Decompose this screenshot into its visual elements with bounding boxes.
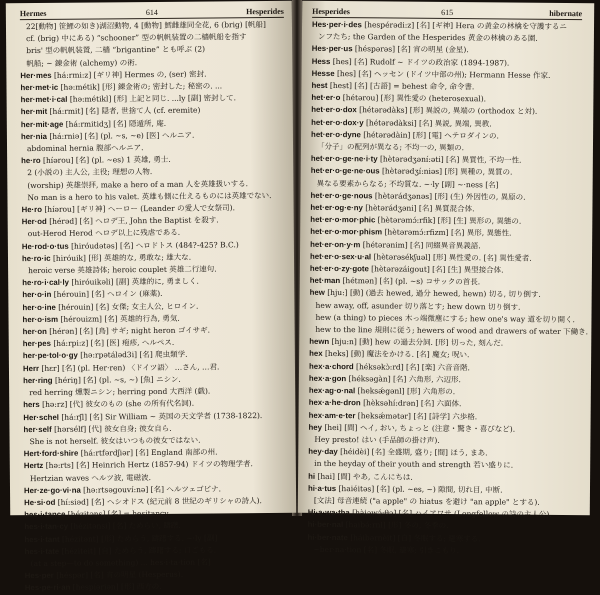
entry-continuation: hew (a thing) to pieces 木っ端微塵にする; hew one's way 道を切り開く. <box>315 312 575 325</box>
entry-headword: het·er·o·dox·y <box>311 117 364 127</box>
entry-headword: her·pes <box>22 339 51 349</box>
entry-continuation: cf. (brig) 中にある) “schooner” 型の帆帆装置の二檣帆船を指す <box>26 32 247 44</box>
dictionary-entry: Hes·per [héspər] [名] 宵の明星 (Hesperus). <box>24 569 184 581</box>
entry-headword: het·er·o·zy·gote <box>309 263 369 274</box>
entry-headword: he·ro <box>21 156 41 166</box>
entry-headword: hes·i·tan·cy <box>24 522 69 532</box>
dictionary-entry: Her·od [hérəd] [名] ヘロデ王, John the Baptist を殺す. <box>21 215 219 227</box>
dictionary-entry: Hi·a·wa·tha [hàiəwɔ́:θə] [名] ハイアワサ (Longfellow の詩の主人公). <box>307 507 552 520</box>
dictionary-entry: het·er·o·dox·y [hétərədàksi] [名] 異説, 異端, 異教. <box>311 117 492 129</box>
left-page-body <box>20 19 288 593</box>
entry-headword: Herr <box>22 363 40 373</box>
dictionary-entry: her·o·in [hérouin] [名] ヘロイン (麻薬). <box>22 289 163 300</box>
right-page-number: 615 <box>441 7 454 18</box>
entry-continuation: (at a step—to do something) ... hes·i·ta·tion [名] <box>30 557 211 568</box>
dictionary-entry: het·er·o·sex·u·al [hètərəsékʃuəl] [形] 異性愛の. [名] 異性愛者. <box>309 251 532 263</box>
entry-continuation: 「分子」の配列が異なる; 不均一の, 異類の. <box>316 141 465 153</box>
dictionary-entry: Hes·per·us [héspərəs] [名] 宵の明星 (金星). <box>311 44 469 55</box>
dictionary-entry: He·ro [híərou] [ギリ神] ヘーロー (Leander の愛人で女祭司). <box>21 203 235 215</box>
entry-headword: hex <box>309 349 323 359</box>
entry-headword: het·er·o·mor·phic <box>310 215 376 225</box>
entry-headword: her·o·ine <box>22 302 56 312</box>
dictionary-entry: Hesse [hes] [名] ヘッセン (ドイツ中部の州); Hermann Hesse 作家. <box>311 68 551 80</box>
dictionary-entry: her·mit [há:rmit] [名] 隠者, 世捨て人 (cf. eremite) <box>20 105 201 117</box>
entry-headword: her·met·i·cal <box>20 94 68 105</box>
dictionary-entry: Her·mes [há:rmi:z] [ギリ神] Hermes の, (ser) 密封. <box>20 69 207 80</box>
entry-headword: hes·i·tate <box>24 546 60 556</box>
dictionary-entry: hewn [hju:n] [動] hew の過去分詞. [形] 切った, 刻んだ. <box>309 337 504 348</box>
entry-headword: hey <box>308 422 322 432</box>
entry-headword: hi·ber·nal <box>307 520 344 530</box>
entry-continuation: ~ber·na·tion [名] 冬眠, 避寒; 引きこもり. <box>313 544 460 555</box>
entry-continuation: in the heyday of their youth and strength 若い盛りに. <box>314 459 514 470</box>
entry-headword: hes·i·tant <box>24 534 60 544</box>
dictionary-entry: Her·schel [há:rʃl] [名] Sir William ~ 英国の天文学者 (1738-1822). <box>23 410 263 422</box>
entry-headword: hi·a·tus <box>307 483 337 493</box>
dictionary-entry: her·pes [há:rpi:z] [名] [医] 疱疹, ヘルペス. <box>22 338 175 349</box>
entry-headword: hex·a·gon <box>308 373 347 384</box>
dictionary-entry: het·man [hétmən] [名] (pl. ~s) コサックの首長. <box>309 276 481 287</box>
entry-headword: hi·ber·nate <box>307 532 348 542</box>
dictionary-entry: her·met·i·cal [hə:métikl] [形] 上記と同じ. ...ly [副] 密封して. <box>20 93 237 105</box>
dictionary-entry: Hert·ford·shire [há:rtfərdʃiər] [名] England 南部の州. <box>23 447 218 459</box>
dictionary-entry: hex·a·gon [héksəgàn] [名] 六角形, 六辺形. <box>308 373 461 385</box>
entry-headword: hers <box>23 400 40 410</box>
entry-headword: He·si·od <box>24 497 56 508</box>
entry-headword: Hi·a·wa·tha <box>307 507 350 518</box>
entry-continuation: red herring 燻製ニシン; herring pond 大西洋 (戯). <box>29 386 211 398</box>
right-page <box>298 1 594 555</box>
entry-continuation: Hertzian waves ヘルツ波, 電磁波. <box>29 472 152 483</box>
entry-continuation: bris' 型の帆帆装置, 二檣 “brigantine” とも呼ぶ (2) <box>26 44 206 56</box>
entry-headword: het·er·on·y·m <box>310 239 361 249</box>
dictionary-entry: Hes·per·i·des [hespérədi:z] [名] [ギ神] Hera の黄金の林檎を守護するニ <box>311 19 567 32</box>
dictionary-entry: hey·day [héidèi] [名] 全盛期, 盛り; [間] ほう, まあ. <box>308 446 488 458</box>
dictionary-entry: het·er·o [hétərou] [形] 異性愛の (heterosexual). <box>311 93 487 104</box>
dictionary-entry: he·ro·i·cal·ly [hiróuikəli] [副] 英雄的に, 勇ましく. <box>22 276 199 288</box>
dictionary-entry: her·mit·age [há:rmitidʒ] [名] 隠遁所, 庵. <box>20 118 167 129</box>
dictionary-entry: her·o·ine [hérouin] [名] 女傑; 女主人公, ヒロイン. <box>22 301 199 312</box>
entry-continuation: heroic verse 英雄詩体; heroic couplet 英雄二行連句. <box>28 264 217 276</box>
dictionary-entry: He·rod·o·tus [hiróudətəs] [名] ヘロドトス (484?-425? B.C.) <box>21 239 239 251</box>
entry-headword: het·er·o·sex·u·al <box>309 251 372 262</box>
dictionary-entry: hey [hei] [間] ヘイ, おい, ちょっと (注意・驚き・喜びなど). <box>308 422 516 434</box>
entry-headword: Her·od <box>21 217 47 227</box>
entry-headword: hex·a·chord <box>309 361 354 371</box>
left-page <box>6 1 296 593</box>
entry-continuation: No man is a hero to his valet. 英雄も側に仕えるものには英雄でない. <box>27 190 272 202</box>
dictionary-entry: her·nia [há:rniə] [名] (pl. ~s, ~e) [医] ヘルニア. <box>20 130 195 141</box>
entry-headword: her·self <box>23 424 52 434</box>
entry-headword: Her·schel <box>23 412 59 422</box>
left-page-number: 614 <box>145 7 158 18</box>
entry-continuation: 22[動物] 笹鯉の如き)湖沼動物, 4 [動物] 鱈雌雄同全花, 6 (brig) [帆船] <box>25 19 266 32</box>
entry-headword: Hess <box>311 56 331 66</box>
right-running-head-right: hibernate <box>549 8 583 19</box>
entry-headword: het·er·o·ge·ne·ous <box>310 166 380 176</box>
entry-continuation: hew to the line 規則に従う; hewers of wood and drawers of water 下働き. <box>315 324 589 337</box>
dictionary-entry: her·on [hérən] [名] [鳥] サギ; night heron ゴイサギ. <box>22 325 211 337</box>
dictionary-entry: het·er·o·ge·ne·i·ty [hètərədʒəní:əti] [名] 異質性, 不均一性. <box>310 154 522 165</box>
dictionary-entry: He·si·od [hí:siəd] [名] ヘシオドス (紀元前 8 世紀のギリシャの詩人). <box>24 495 262 508</box>
entry-continuation: abdominal hernia 腹部ヘルニア. <box>27 143 144 154</box>
entry-headword: hex·a·he·dron <box>308 398 361 408</box>
entry-headword: Her·ze·go·vi·na <box>23 485 81 495</box>
entry-headword: het·er·o·ge·nous <box>310 190 373 201</box>
dictionary-entry: hes·i·tan·cy [hézitənsi] [名] ためらい, 躊躇. <box>24 521 181 532</box>
dictionary-entry: het·er·o·zy·gote [hètərəzáigout] [名] [生] 異型接合体. <box>309 263 504 275</box>
entry-continuation: [文法] 母音連続 ("a apple" の hiatus を避け "an apple" とする). <box>313 495 540 507</box>
entry-continuation: 2 (小説の) 主人公, 主役; 理想の人物. <box>27 167 153 178</box>
dictionary-entry: hers [hə:rz] [代] 彼女のもの (she の所有代名詞). <box>23 398 195 410</box>
left-page-header <box>20 5 284 20</box>
dictionary-entry: hew [hju:] [動] (過去 hewed, 過分 hewed, hewn) 切る, 切り倒す. <box>309 288 541 300</box>
dictionary-entry: het·er·o·dyne [hétərədàin] [形] [電] ヘテロダインの. <box>311 129 500 141</box>
dictionary-entry: het·er·o·mor·phism [hètərəmɔ́:rfizm] [名] 異形, 異態性. <box>310 227 512 239</box>
dictionary-entry: het·er·o·mor·phic [hètərəmɔ́:rfik] [形] [生] 異形の, 異態の. <box>310 215 522 226</box>
entry-headword: Hes·per <box>24 571 54 581</box>
dictionary-entry: hex·ag·o·nal [heksǽgənl] [形] 六角形の. <box>308 385 456 397</box>
dictionary-entry: hes·i·tant [hézitənt] [形] ためらう, 躊躇する. ~·ly [副] <box>24 532 218 544</box>
entry-headword: hi <box>308 471 316 481</box>
dictionary-entry: het·er·on·y·m [hétərənim] [名] 同綴異音異義語. <box>310 239 481 250</box>
entry-headword: he·ro·i·cal·ly <box>22 277 70 288</box>
left-page-text <box>20 19 288 593</box>
entry-headword: hest <box>311 80 328 90</box>
dictionary-entry: hex [heks] [動] 魔法をかける. [名] 魔女; 呪い. <box>309 349 470 360</box>
entry-continuation: ンフたち; the Garden of the Hesperides 黄金の林檎のある園. <box>317 32 538 43</box>
entry-headword: Hertz <box>23 461 44 471</box>
entry-headword: het·er·o·ge·ne·i·ty <box>310 154 378 164</box>
entry-headword: her·met·ic <box>20 82 59 93</box>
dictionary-entry: her·pe·tol·o·gy [hə:rpətáləd3i] [名] 爬虫類学. <box>22 350 188 361</box>
left-running-head-right: Hesperides <box>246 6 284 17</box>
dictionary-entry: hex·am·e·ter [heksǽmətər] [名] [詩学] 六歩格. <box>308 410 478 421</box>
entry-headword: her·o·in <box>22 290 52 300</box>
entry-headword: her·on <box>22 326 47 337</box>
dictionary-entry: Hertz [hə:rts] [名] Heinrich Hertz (1857-94) ドイツの物理学者. <box>23 459 253 471</box>
entry-headword: He·ro <box>21 204 42 215</box>
right-page-text <box>307 19 591 555</box>
dictionary-entry: Hess [hes] [名] Rudolf ~ ドイツの政治家 (1894-1987). <box>311 56 510 68</box>
dictionary-entry: het·er·o·ge·nous [hètərádʒənəs] [形] (生) 外因性の, 異原の. <box>310 190 526 202</box>
dictionary-entry: he·ro [híərou] [名] (pl. ~es) 1 英雄, 勇士. <box>21 155 171 166</box>
entry-continuation: 帆船; ~ 錬金術 (alchemy) の術. <box>26 57 138 68</box>
entry-headword: hey·day <box>308 446 338 457</box>
dictionary-entry: het·er·o·ge·ne·ous [hètərədʒí:niəs] [形] 異種の, 異質の. <box>310 166 513 178</box>
dictionary-entry: hi [hai] [間] やあ, こんにちは. <box>308 471 413 482</box>
dictionary-entry: hes·i·tance [hézitəns] [名] = hesitancy. <box>24 508 170 520</box>
dictionary-entry: Hes·pe·ri·an [hespíəriən] [形] 西方の. <box>24 582 162 593</box>
entry-headword: het·man <box>309 276 341 286</box>
entry-headword: Hesse <box>311 68 335 78</box>
left-running-head-left: Hermes <box>19 8 47 19</box>
dictionary-entry: hi·ber·nate [háibərnèit] [自] 冬眠する; 避寒する. <box>307 532 481 543</box>
dictionary-entry: het·er·o·dox [hétərədàks] [形] 異説の, 異端の (orthodox と対). <box>311 105 538 117</box>
entry-continuation: out-Herod Herod ヘロデ以上に残虐である. <box>27 228 181 239</box>
entry-headword: her·mit·age <box>20 119 64 129</box>
entry-headword: Hes·pe·ri·an <box>24 583 71 593</box>
entry-continuation: hew away, off, asunder 切り落とす; hew down 切り倒す. <box>315 300 521 312</box>
dictionary-entry: hi·ber·nal [haibə́:rnl] [形] 冬の, 冬季の. <box>307 520 449 531</box>
dictionary-entry: hest [hest] [名] [古語] = behest 命令, 命令書. <box>311 80 475 92</box>
entry-headword: Hert·ford·shire <box>23 448 79 459</box>
entry-headword: hes·i·tance <box>24 509 66 520</box>
right-page-body <box>307 19 589 555</box>
entry-headword: hex·ag·o·nal <box>308 385 356 396</box>
entry-headword: hex·am·e·ter <box>308 410 356 420</box>
dictionary-entry: hex·a·chord [héksəkɔ̀:rd] [名] [楽] 六音音階. <box>309 361 470 372</box>
entry-headword: het·er·o <box>311 93 341 103</box>
entry-headword: Hes·per·i·des <box>311 19 362 30</box>
entry-headword: her·nia <box>20 131 47 141</box>
dictionary-entry: Herr [hɛr] [名] (pl. Her·ren) 〈ドイツ語〉 …さん, …君. <box>22 362 220 373</box>
entry-headword: hewn <box>309 337 330 347</box>
dictionary-entry: her·self [hərsélf] [代] 彼女自身; 彼女自ら. <box>23 423 172 434</box>
entry-headword: her·o·ism <box>22 314 59 324</box>
entry-headword: het·er·o·dox <box>311 105 357 115</box>
entry-continuation: (worship) 英雄崇拝, make a hero of a man 人を英雄扱いする. <box>27 178 249 190</box>
entry-headword: her·pe·tol·o·gy <box>22 351 78 361</box>
dictionary-entry: Her·ze·go·vi·na [hə:rtsəgouví:nə] [名] ヘルツェゴビナ. <box>23 484 222 495</box>
entry-headword: Her·mes <box>20 70 52 80</box>
entry-headword: her·mit <box>20 107 48 117</box>
entry-headword: her·ring <box>23 375 53 386</box>
dictionary-entry: her·met·ic [hə:métik] [形] 錬金術の; 密封した; 秘密の. ... <box>20 81 223 93</box>
dictionary-entry: he·ro·ic [hiróuik] [形] 英雄的な, 勇敢な; 雄大な. <box>21 252 192 263</box>
entry-continuation: Hey presto! はい (手品師の掛け声). <box>314 434 440 445</box>
right-page-header <box>312 5 582 20</box>
entry-headword: Hes·per·us <box>311 44 353 54</box>
entry-headword: hew <box>309 288 325 298</box>
entry-continuation: She is not herself. 彼女はいつもの彼女ではない. <box>29 435 201 446</box>
dictionary-entry: hes·i·tate [héziteit] [自] ためらう, 躊躇する; 口ごもる. <box>24 545 217 556</box>
dictionary-entry: her·ring [hériŋ] [名] (pl. ~s, ~) [魚] ニシン. <box>23 374 181 386</box>
entry-headword: het·er·o·mor·phism <box>310 227 383 237</box>
dictionary-entry: het·er·og·e·ny [hètərádʒəni] [名] 異質混合体. <box>310 202 475 214</box>
dictionary-entry: hi·a·tus [haiéitəs] [名] (pl. ~es, ~) 隙間, 切れ目, 中断. <box>307 483 503 495</box>
entry-headword: het·er·og·e·ny <box>310 202 363 213</box>
entry-continuation: 異なる要素からなる; 不均質な. ~·ly [副] ~·ness [名] <box>316 178 499 190</box>
right-running-head-left: Hesperides <box>312 6 350 17</box>
dictionary-entry: her·o·ism [hérouizm] [名] 英雄的行為, 勇気. <box>22 313 180 324</box>
entry-headword: het·er·o·dyne <box>311 129 361 140</box>
dictionary-entry: hex·a·he·dron [hèksəhí:drən] [名] 六面体. <box>308 398 462 409</box>
entry-headword: He·rod·o·tus <box>21 241 69 251</box>
entry-headword: he·ro·ic <box>21 253 51 263</box>
